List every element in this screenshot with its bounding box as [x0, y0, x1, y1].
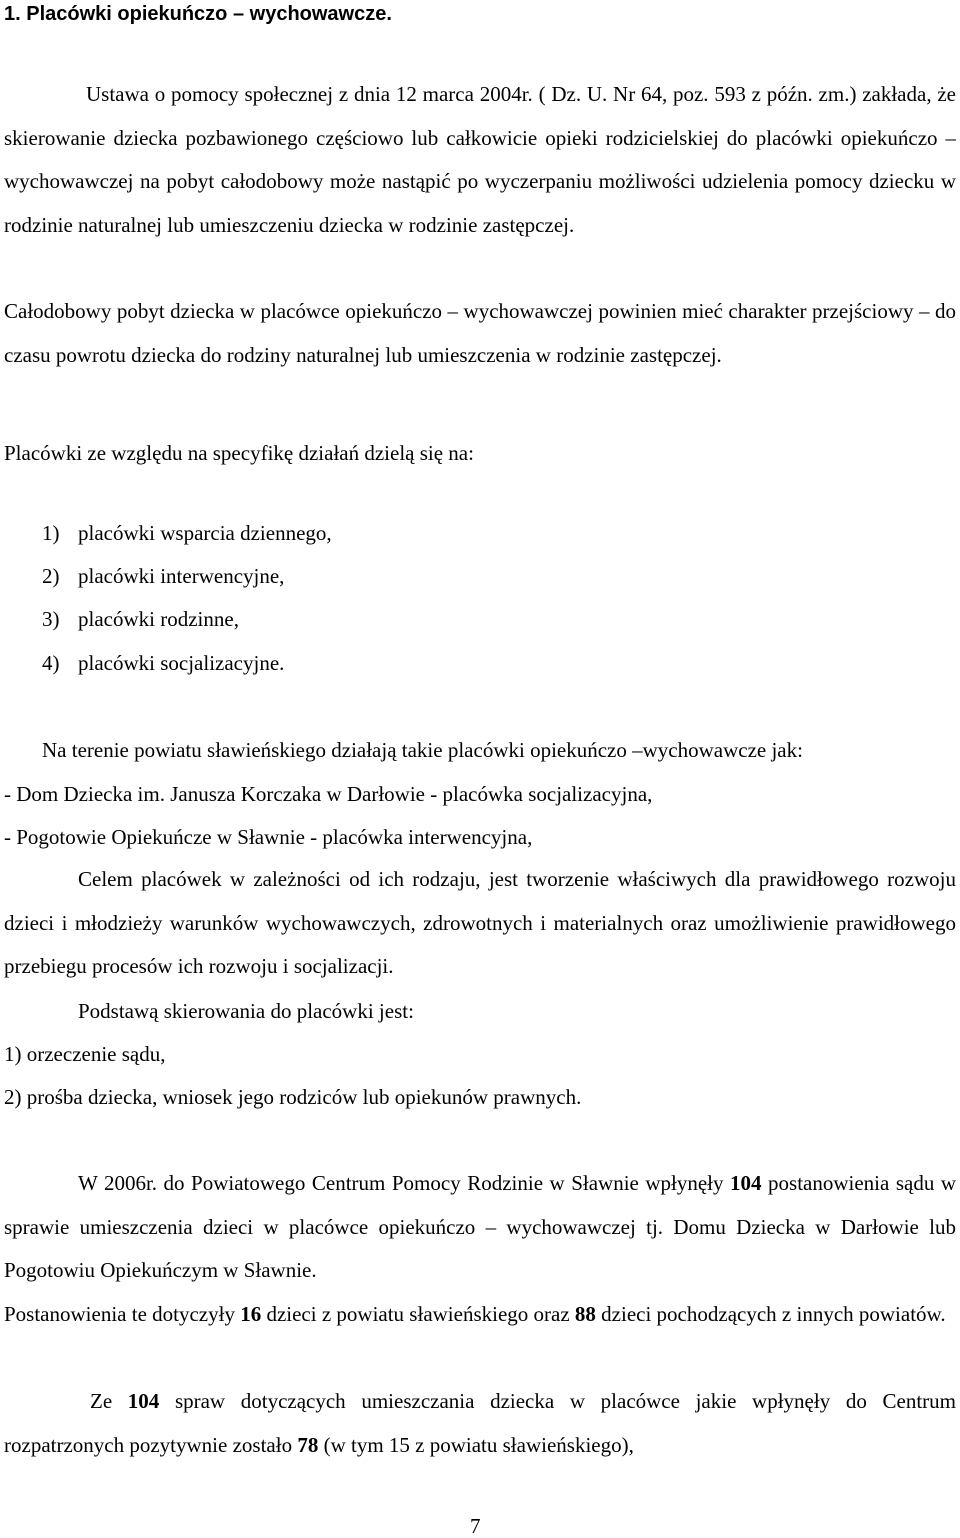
- basis-item-1: 1) orzeczenie sądu,: [4, 1042, 166, 1066]
- area-item-2: - Pogotowie Opiekuńcze w Sławnie - placówka interwencyjna,: [4, 825, 533, 849]
- list-item-number: 1): [42, 521, 60, 545]
- stats-text: Postanowienia te dotyczyły: [4, 1302, 241, 1326]
- list-item-number: 2): [42, 564, 60, 588]
- list-item: [42, 607, 239, 631]
- basis-title: Podstawą skierowania do placówki jest:: [78, 999, 414, 1023]
- intro-paragraph: Ustawa o pomocy społecznej z dnia 12 marca 2004r. ( Dz. U. Nr 64, poz. 593 z późn. zm.) zakłada, że skierowanie dziecka pozbawionego częściowo lub całkowicie opieki rodzicielskiej do placówki opiekuńczo – wychowawczej na pobyt całodobowy może nastąpić po wyczerpaniu możliwości udzielenia pomocy dziecku w rodzinie naturalnej lub umieszczeniu dziecka w rodzinie zastępczej.: [4, 82, 956, 237]
- list-item: [42, 651, 284, 675]
- list-item: [42, 564, 284, 588]
- stats-number: 88: [574, 1302, 596, 1326]
- stats-text: dzieci pochodzących z innych powiatów.: [595, 1302, 946, 1326]
- stats-text: dzieci z powiatu sławieńskiego oraz: [261, 1302, 575, 1326]
- stats-text: W 2006r. do Powiatowego Centrum Pomocy Rodzinie w Sławnie wpłynęły: [78, 1171, 731, 1195]
- stats-number: 104: [730, 1171, 762, 1195]
- stats-text: Ze: [90, 1389, 128, 1413]
- stay-paragraph: Całodobowy pobyt dziecka w placówce opiekuńczo – wychowawczej powinien mieć charakter przejściowy – do czasu powrotu dziecka do rodziny naturalnej lub umieszczenia w rodzinie zastępczej.: [4, 299, 956, 367]
- stats-text: postanowienia sądu w sprawie umieszczenia dzieci w placówce opiekuńczo – wychowawczej tj. Domu Dziecka w Darłowie lub Pogotowiu Opiekuńczym w Sławnie.: [4, 1171, 956, 1282]
- stats-paragraph-1: [4, 1162, 956, 1293]
- list-item-text: placówki interwencyjne,: [78, 564, 285, 588]
- list-item-text: placówki wsparcia dziennego,: [78, 521, 332, 545]
- goal-paragraph: Celem placówek w zależności od ich rodzaju, jest tworzenie właściwych dla prawidłowego rozwoju dzieci i młodzieży warunków wychowawczych, zdrowotnych i materialnych oraz umożliwienie prawidłowego przebiegu procesów ich rozwoju i socjalizacji.: [4, 867, 956, 978]
- types-intro: Placówki ze względu na specyfikę działań dzielą się na:: [4, 441, 474, 465]
- list-item-text: placówki rodzinne,: [78, 607, 239, 631]
- section-heading: 1. Placówki opiekuńczo – wychowawcze.: [4, 3, 392, 25]
- list-item-number: 4): [42, 651, 60, 675]
- stats-number: 16: [240, 1302, 262, 1326]
- stats-paragraph-3: [4, 1380, 956, 1467]
- stats-text: spraw dotyczących umieszczania dziecka w placówce jakie wpłynęły do Centrum rozpatrzonych pozytywnie zostało: [4, 1389, 956, 1457]
- list-item-number: 3): [42, 607, 60, 631]
- stats-number: 104: [127, 1389, 160, 1413]
- area-intro: Na terenie powiatu sławieńskiego działają takie placówki opiekuńczo –wychowawcze jak:: [42, 738, 803, 762]
- area-item-1: - Dom Dziecka im. Janusza Korczaka w Darłowie - placówka socjalizacyjna,: [4, 782, 653, 806]
- stats-paragraph-2: [4, 1293, 956, 1337]
- stats-text: (w tym 15 z powiatu sławieńskiego),: [318, 1432, 634, 1457]
- stats-number: 78: [297, 1432, 319, 1457]
- basis-item-2: 2) prośba dziecka, wniosek jego rodziców lub opiekunów prawnych.: [4, 1085, 582, 1109]
- page-number: 7: [470, 1514, 481, 1538]
- list-item: [42, 521, 332, 545]
- list-item-text: placówki socjalizacyjne.: [78, 651, 285, 675]
